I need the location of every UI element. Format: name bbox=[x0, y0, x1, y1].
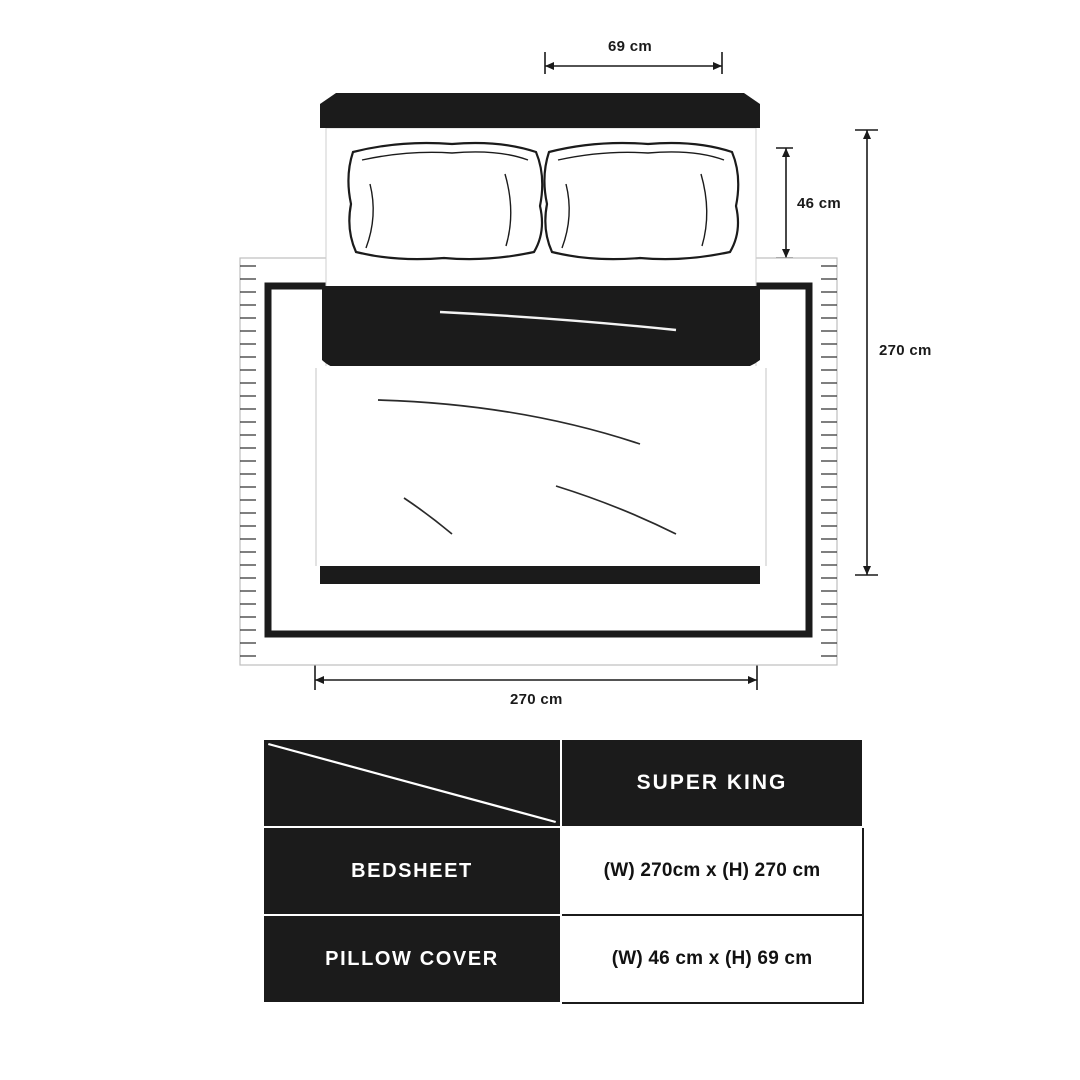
diagonal-slash-icon bbox=[264, 740, 560, 826]
label-pillow-width: 69 cm bbox=[608, 38, 653, 55]
table-row-value-pillow-cover: (W) 46 cm x (H) 69 cm bbox=[561, 915, 863, 1003]
label-pillow-height: 46 cm bbox=[797, 195, 842, 212]
size-spec-table bbox=[262, 738, 864, 1004]
label-bedsheet-width: 270 cm bbox=[510, 691, 563, 708]
table-row bbox=[263, 827, 863, 915]
table-row-label-bedsheet: BEDSHEET bbox=[263, 827, 561, 915]
table-row bbox=[263, 739, 863, 827]
table-row-value-bedsheet: (W) 270cm x (H) 270 cm bbox=[561, 827, 863, 915]
dimension-bedsheet-height bbox=[855, 130, 878, 575]
table-row bbox=[263, 915, 863, 1003]
pillow-icon bbox=[544, 143, 738, 259]
dimension-pillow-height bbox=[776, 148, 793, 258]
dimension-bedsheet-width bbox=[315, 665, 757, 690]
pillow-icon bbox=[348, 143, 542, 259]
table-row-label-pillow-cover: PILLOW COVER bbox=[263, 915, 561, 1003]
table-corner-cell bbox=[263, 739, 561, 827]
dimension-pillow-width bbox=[545, 52, 722, 74]
table-header-size-name: SUPER KING bbox=[561, 739, 863, 827]
label-bedsheet-height: 270 cm bbox=[879, 342, 932, 359]
